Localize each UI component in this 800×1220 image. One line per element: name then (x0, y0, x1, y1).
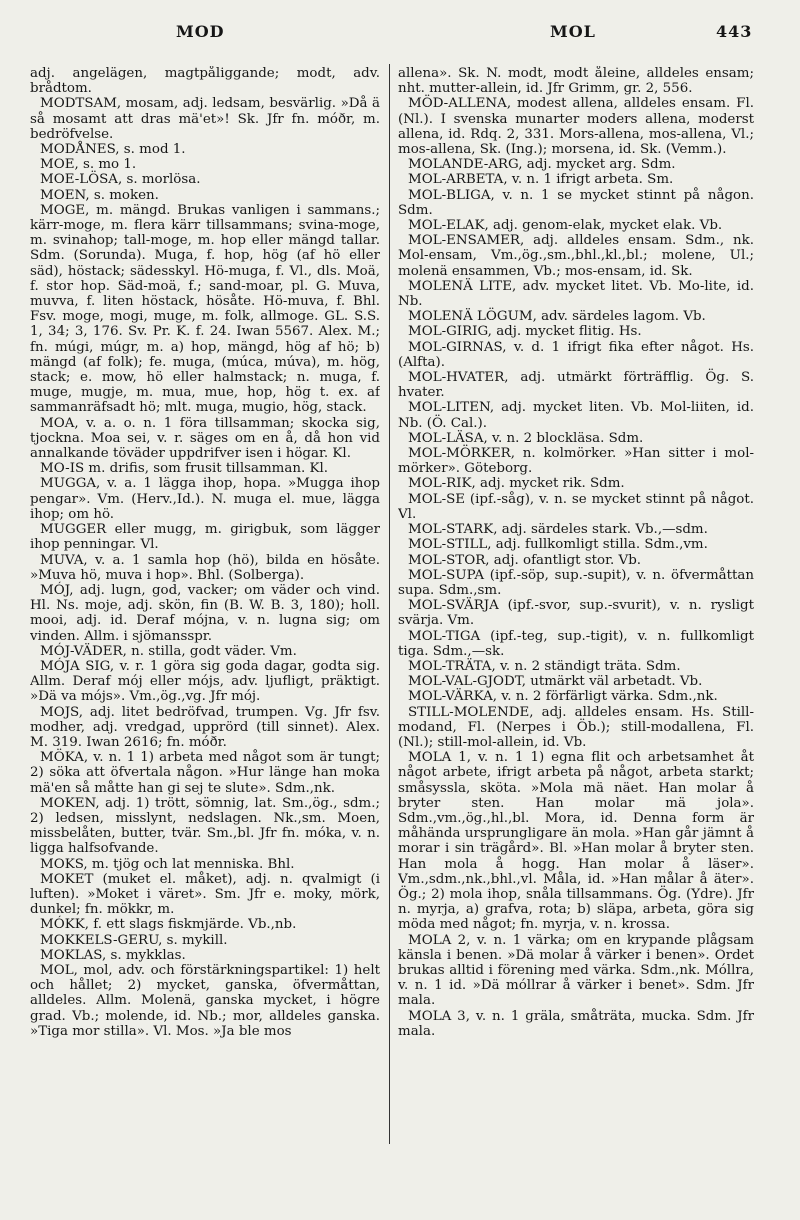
dictionary-entry: MOLA 3, v. n. 1 gräla, småträta, mucka. Sdm. Jfr mala. (398, 1008, 754, 1039)
dictionary-entry: MÓJ, adj. lugn, god, vacker; om väder och vind. Hl. Ns. moje, adj. skön, fin (B. W. B. 3, 180); holl. mooi, adj. id. Deraf mójna, v. n. lugna sig; om vinden. Allm. i sjömansspr. (30, 582, 380, 644)
dictionary-entry: MOL-SE (ipf.-såg), v. n. se mycket stinnt på något. Vl. (398, 491, 754, 522)
dictionary-entry: MOLENÄ LÖGUM, adv. särdeles lagom. Vb. (408, 309, 706, 325)
dictionary-entry: MOKS, m. tjög och lat menniska. Bhl. (40, 856, 295, 872)
dictionary-entry: STILL-MOLENDE, adj. alldeles ensam. Hs. Still-modand, Fl. (Nerpes i Öb.); still-modallena, Fl. (Nl.); still-mol-allein, id. Vb. (398, 704, 754, 750)
dictionary-entry: MÓJA SIG, v. r. 1 göra sig goda dagar, godta sig. Allm. Deraf mój eller mójs, adv. ljufligt, präktigt. »Dä va mójs». Vm.,ög.,vg. Jfr mój. (30, 658, 380, 705)
dictionary-entry: MOLANDE-ARG, adj. mycket arg. Sdm. (408, 157, 676, 173)
dictionary-entry: MOKLAS, s. mykklas. (40, 947, 186, 963)
dictionary-entry: MOKET (muket el. måket), adj. n. qvalmigt (i luften). »Moket i väret». Sm. Jfr e. moky, mörk, dunkel; fn. mökkr, m. (30, 871, 380, 918)
dictionary-entry: MOL-SVÄRJA (ipf.-svor, sup.-svurit), v. n. rysligt svärja. Vm. (398, 598, 754, 629)
dictionary-entry: MOL-MÖRKER, n. kolmörker. »Han sitter i mol-mörker». Göteborg. (398, 446, 754, 477)
dictionary-entry: MÓKK, f. ett slags fiskmjärde. Vb.,nb. (40, 917, 297, 933)
dictionary-entry: MOE-LÖSA, s. morlösa. (40, 172, 201, 188)
dictionary-entry: MOA, v. a. o. n. 1 föra tillsamman; skocka sig, tjockna. Moa sei, v. r. säges om en å, då hon vid annalkande töväder uppdrifver isen i högar. Kl. (30, 415, 380, 462)
dictionary-entry: MOL, mol, adv. och förstärkningspartikel: 1) helt och hållet; 2) mycket, ganska, öfvermåttan, alldeles. Allm. Molenä, ganska mycket, i högre grad. Vb.; molende, id. Nb.; mor, alldeles ganska. »Tiga mor stilla». Vl. Mos. »Ja ble mos (30, 962, 380, 1039)
dictionary-entry: MOL-SUPA (ipf.-söp, sup.-supit), v. n. öfvermåttan supa. Sdm.,sm. (398, 567, 754, 598)
dictionary-entry: MOL-TIGA (ipf.-teg, sup.-tigit), v. n. fullkomligt tiga. Sdm.,—sk. (398, 628, 754, 659)
left-column (30, 66, 380, 1146)
dictionary-entry: MOL-STILL, adj. fullkomligt stilla. Sdm.,vm. (408, 537, 708, 553)
dictionary-entry: MOL-ELAK, adj. genom-elak, mycket elak. Vb. (408, 218, 723, 234)
dictionary-entry: MOL-STARK, adj. särdeles stark. Vb.,—sdm. (408, 522, 708, 538)
dictionary-entry: MO-IS m. drifis, som frusit tillsamman. Kl. (40, 461, 329, 477)
dictionary-entry: MOL-GIRIG, adj. mycket flitig. Hs. (408, 324, 642, 340)
dictionary-entry: MÖD-ALLENA, modest allena, alldeles ensam. Fl. (Nl.). I svenska munarter moders allena, moderst allena, id. Rdq. 2, 331. Mors-allena, mos-allena, Vl.; mos-allena, Sk. (Ing.); morsena, id. Sk. (Vemm.). (398, 96, 754, 158)
dictionary-entry: MUGGER eller mugg, m. girigbuk, som lägger ihop penningar. Vl. (30, 522, 380, 553)
dictionary-entry: adj. angelägen, magtpåliggande; modt, adv. brådtom. (30, 66, 380, 97)
dictionary-entry: MOL-ENSAMER, adj. alldeles ensam. Sdm., nk. Mol-ensam, Vm.,ög.,sm.,bhl.,kl.,bl.; molene, Ul.; molenä ensammen, Vb.; mos-ensam, id. Sk. (398, 233, 754, 279)
dictionary-entry: MOJS, adj. litet bedröfvad, trumpen. Vg. Jfr fsv. modher, adj. vredgad, upprörd (till sinnet). Alex. M. 319. Iwan 2616; fn. móðr. (30, 704, 380, 750)
dictionary-entry: MOKKELS-GERU, s. mykill. (40, 932, 228, 948)
dictionary-entry: MOL-GIRNAS, v. d. 1 ifrigt fika efter något. Hs. (Alfta). (398, 339, 754, 370)
dictionary-entry: MÖKA, v. n. 1 1) arbeta med något som är tungt; 2) söka att öfvertala någon. »Hur länge han moka mä'en så måtte han gi sej te slute». Sdm.,nk. (30, 750, 380, 796)
dictionary-entry: MODÅNES, s. mod 1. (40, 142, 186, 158)
dictionary-entry: MOLA 2, v. n. 1 värka; om en krypande plågsam känsla i benen. »Dä molar å värker i benen». Ordet brukas alltid i förening med värka. Sdm.,nk. Móllra, v. n. 1 id. »Dä móllrar å värker i benet». Sdm. Jfr mala. (398, 932, 754, 1009)
dictionary-entry: MOL-LÄSA, v. n. 2 blockläsa. Sdm. (408, 430, 644, 446)
dictionary-entry: MOL-VAL-GJODT, utmärkt väl arbetadt. Vb. (408, 674, 703, 690)
dictionary-entry: MUGGA, v. a. 1 lägga ihop, hopa. »Mugga ihop pengar». Vm. (Herv.,Id.). N. muga el. mue, lägga ihop; om hö. (30, 476, 380, 522)
dictionary-entry: MÓJ-VÄDER, n. stilla, godt väder. Vm. (40, 643, 297, 659)
dictionary-entry: MUVA, v. a. 1 samla hop (hö), bilda en hösåte. »Muva hö, muva i hop». Bhl. (Solberga). (30, 552, 380, 583)
dictionary-entry: MOE, s. mo 1. (40, 157, 137, 173)
dictionary-entry: MOL-LITEN, adj. mycket liten. Vb. Mol-liiten, id. Nb. (Ö. Cal.). (398, 400, 754, 431)
dictionary-entry: MOLA 1, v. n. 1 1) egna flit och arbetsamhet åt något arbete, ifrigt arbeta på något, arbeta starkt; småsyssla, sköta. »Mola mä näet. Han molar å bryter sten. Han molar mä jola». Sdm.,vm.,ög.,hl.,bl. Mora, id. Denna form är måhända ursprungligare än mola. »Han går jämnt å morar i sin trägård». Bl. »Han molar å bryter sten. Han mola å hogg. Han molar å läser». Vm.,sdm.,nk.,bhl.,vl. Måla, id. »Han målar å äter». Ög.; 2) mola ihop, snåla tillsammans. Ög. (Ydre). Jfr n. myrja, a) grafva, rota; b) släpa, arbeta, göra sig möda med något; fn. myrja, v. n. krossa. (398, 750, 754, 933)
page-number: 443 (716, 22, 753, 41)
dictionary-entry: MOL-HVATER, adj. utmärkt förträfflig. Ög. S. hvater. (398, 370, 754, 401)
dictionary-entry: MOGE, m. mängd. Brukas vanligen i sammans.; kärr-moge, m. flera kärr tillsammans; svina-moge, m. svinahop; tall-moge, m. hop eller mängd tallar. Sdm. (Sorunda). Muga, f. hop, hög (af hö eller säd), höstack; sädesskyl. Hö-muga, f. Vl., dls. Moä, f. stor hop. Säd-moä, f.; sand-moar, pl. G. Muva, muvva, f. liten höstack, hösåte. Hö-muva, f. Bhl. Fsv. moge, mogi, muge, m. folk, allmoge. GL. S.S. 1, 34; 3, 176. Sv. Pr. K. f. 24. Iwan 5567. Alex. M.; fn. múgi, múgr, m. a) hop, mängd, hög af hö; b) mängd (af folk); fe. muga, (múca, múva), m. hög, stack; e. mow, hö eller halmstack; n. muga, f. muge, mugje, m. mua, mue, hop, hög t. ex. af sammanräfsadt hö; mlt. muga, mugio, hög, stack. (30, 202, 380, 416)
dictionary-entry: MODTSAM, mosam, adj. ledsam, besvärlig. »Då ä så mosamt att dras mä'et»! Sk. Jfr fn. móðr, m. bedröfvelse. (30, 96, 380, 142)
dictionary-entry: MOKEN, adj. 1) trött, sömnig, lat. Sm.,ög., sdm.; 2) ledsen, misslynt, nedslagen. Nk.,sm. Moen, missbelåten, butter, tvär. Sm.,bl. Jfr fn. móka, v. n. ligga halfsofvande. (30, 795, 380, 857)
dictionary-entry: MOL-ARBETA, v. n. 1 ifrigt arbeta. Sm. (408, 172, 674, 188)
dictionary-entry: MOL-STOR, adj. ofantligt stor. Vb. (408, 552, 642, 568)
dictionary-entry: allena». Sk. N. modt, modt åleine, alldeles ensam; nht. mutter-allein, id. Jfr Grimm, gr. 2, 556. (398, 66, 754, 97)
dictionary-entry: MOLENÄ LITE, adv. mycket litet. Vb. Mo-lite, id. Nb. (398, 278, 754, 310)
column-divider (389, 64, 390, 1144)
dictionary-entry: MOL-RIK, adj. mycket rik. Sdm. (408, 476, 625, 492)
right-column (398, 66, 754, 1146)
dictionary-entry: MOL-VÄRKA, v. n. 2 förfärligt värka. Sdm.,nk. (408, 689, 718, 705)
dictionary-entry: MOL-TRÄTA, v. n. 2 ständigt träta. Sdm. (408, 658, 681, 674)
dictionary-entry: MOEN, s. moken. (40, 187, 159, 203)
running-head-right: MOL (550, 22, 596, 41)
running-head-left: MOD (176, 22, 225, 41)
dictionary-entry: MOL-BLIGA, v. n. 1 se mycket stinnt på någon. Sdm. (398, 187, 754, 218)
